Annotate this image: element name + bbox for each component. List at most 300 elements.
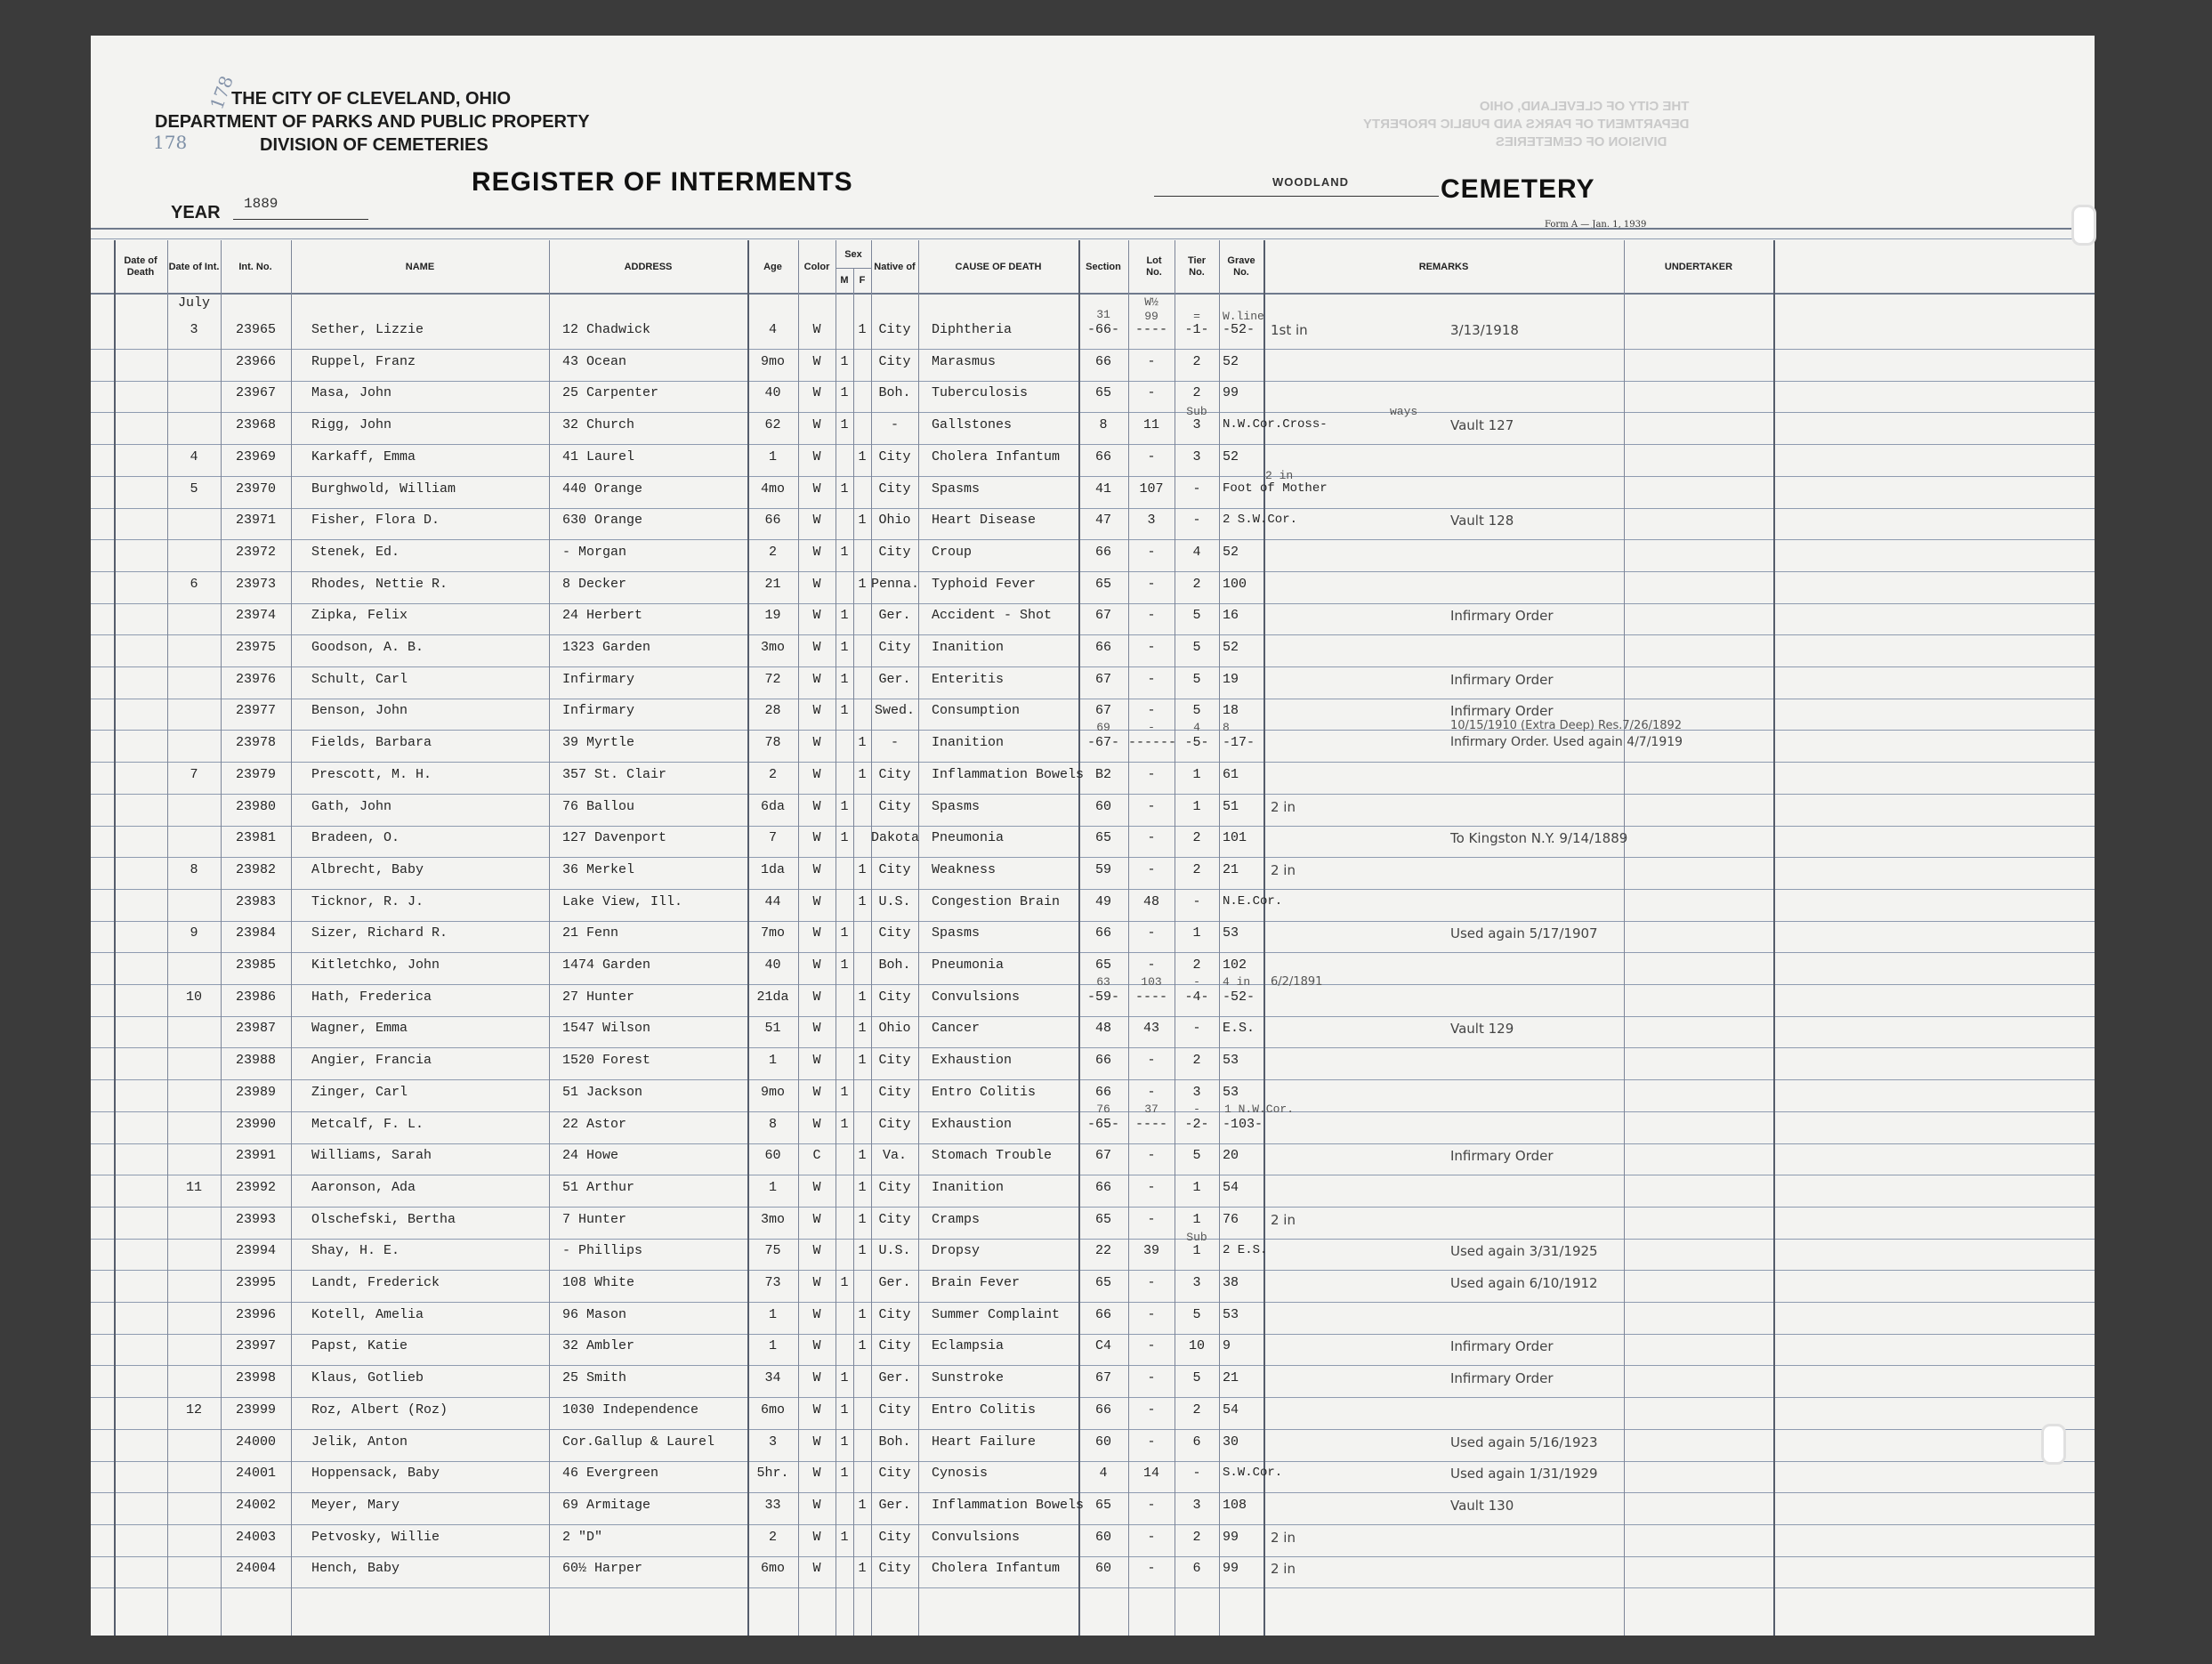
cell-name: Stenek, Ed. [311,544,400,560]
cell-age: 1 [768,1338,777,1354]
cell-address: 39 Myrtle [562,735,635,751]
cell-lot: - [1147,385,1156,401]
cell-address: 8 Decker [562,576,627,592]
col-header-address: ADDRESS [624,261,673,272]
cell-date-int: 12 [185,1401,202,1418]
cell-name: Zinger, Carl [311,1084,408,1100]
cell-address: - Phillips [562,1243,643,1259]
cell-native: U.S. [878,1243,911,1259]
cell-section: 67 [1094,1148,1111,1164]
col-header-grave: Grave No. [1227,255,1255,278]
cell-grave: S.W.Cor. [1223,1466,1283,1481]
annotation-r0-tier: = [1193,310,1200,323]
annotation-r13-remarks: 10/15/1910 (Extra Deep) Res.7/26/1892 [1450,719,1683,733]
cell-age: 40 [764,957,781,973]
cell-color: W [812,417,821,433]
cell-name: Angier, Francia [311,1053,432,1069]
cell-sex-m: 1 [840,353,849,369]
cell-int-no: 23983 [235,893,276,909]
col-header-section: Section [1086,261,1121,272]
cell-cause: Enteritis [932,671,1005,687]
cell-int-no: 23992 [235,1179,276,1195]
row-rule [91,476,2095,477]
cell-color: W [812,766,821,782]
cell-int-no: 23996 [235,1306,276,1322]
cell-native: City [878,1529,911,1545]
cell-native: City [878,1466,911,1482]
cell-tier: 2 [1192,1401,1201,1418]
cell-cause: Convulsions [932,1529,1021,1545]
col-line [549,240,550,1636]
cell-color: W [812,1529,821,1545]
cell-cause: Spasms [932,925,981,941]
cell-native: Boh. [878,957,911,973]
cell-name: Kitletchko, John [311,957,440,973]
cell-remarks: Vault 129 [1450,1021,1514,1038]
cell-section: 66 [1094,544,1111,560]
cell-native: Ohio [878,513,911,529]
cell-int-no: 23969 [235,448,276,464]
cemetery-label: CEMETERY [1441,174,1595,204]
cell-int-no: 23974 [235,608,276,624]
cell-remarks-note: 1st in [1271,322,1308,338]
cell-lot: 11 [1142,417,1159,433]
cell-section: 65 [1094,1275,1111,1290]
cell-tier: - [1192,513,1201,529]
cell-remarks: Infirmary Order [1450,671,1554,688]
cell-cause: Consumption [932,703,1021,719]
page-number: 178 [153,132,188,153]
cell-grave: 9 [1223,1338,1231,1354]
cell-remarks: Used again 3/31/1925 [1450,1243,1598,1260]
col-header-date-int: Date of Int. [168,261,220,272]
cell-name: Hoppensack, Baby [311,1466,440,1482]
cell-name: Burghwold, William [311,481,456,497]
cell-lot: 3 [1147,513,1156,529]
cell-int-no: 23977 [235,703,276,719]
cell-tier: 1 [1192,798,1201,814]
cell-cause: Sunstroke [932,1370,1005,1386]
cell-native: Boh. [878,1434,911,1450]
cell-name: Aaronson, Ada [311,1179,416,1195]
cell-sex-f: 1 [858,576,867,592]
cell-cause: Stomach Trouble [932,1148,1053,1164]
cell-age: 1 [768,1053,777,1069]
cell-address: 24 Herbert [562,608,643,624]
cell-cause: Tuberculosis [932,385,1029,401]
cell-int-no: 23987 [235,1021,276,1037]
cell-remarks: Vault 130 [1450,1497,1514,1514]
cell-cause: Typhoid Fever [932,576,1037,592]
cell-native: Penna. [871,576,920,592]
cell-address: 69 Armitage [562,1497,651,1513]
cell-remarks: To Kingston N.Y. 9/14/1889 [1450,830,1628,847]
cell-native: City [878,766,911,782]
cell-lot: 43 [1142,1021,1159,1037]
cell-grave: 101 [1223,830,1247,846]
cell-sex-m: 1 [840,1370,849,1386]
cell-lot: ------ [1128,735,1177,751]
cell-int-no: 23998 [235,1370,276,1386]
cell-grave: -103- [1223,1116,1263,1132]
cell-int-no: 23990 [235,1116,276,1132]
cell-lot: - [1147,1529,1156,1545]
cell-color: W [812,608,821,624]
cell-section: 65 [1094,1211,1111,1227]
cell-address: 1520 Forest [562,1053,651,1069]
cell-color: W [812,513,821,529]
cell-remarks: Infirmary Order [1450,1148,1554,1165]
cell-int-no: 23989 [235,1084,276,1100]
cell-remarks-note: 2 in [1271,1211,1296,1228]
cell-age: 6mo [760,1401,785,1418]
row-rule [91,826,2095,827]
cell-tier: 1 [1192,1243,1201,1259]
cell-age: 73 [764,1275,781,1290]
cell-section: 66 [1094,1401,1111,1418]
row-rule [91,921,2095,922]
cell-color: W [812,576,821,592]
cell-int-no: 24002 [235,1497,276,1513]
cell-sex-f: 1 [858,735,867,751]
cell-age: 40 [764,385,781,401]
cell-date-int: 4 [190,448,198,464]
col-header-date-death: Date of Death [124,255,157,278]
cell-lot: - [1147,1338,1156,1354]
cell-sex-m: 1 [840,1116,849,1132]
annotation-r5-grave: 2 in [1265,468,1294,482]
cell-sex-f: 1 [858,766,867,782]
cell-date-int: 11 [185,1179,202,1195]
cell-grave: 2 S.W.Cor. [1223,513,1298,528]
cell-lot: - [1147,608,1156,624]
cell-name: Meyer, Mary [311,1497,400,1513]
col-header-tier: Tier No. [1188,255,1206,278]
cell-grave: 61 [1223,766,1239,782]
cell-tier: 2 [1192,1053,1201,1069]
cell-remarks: 3/13/1918 [1450,322,1519,338]
cell-cause: Cholera Infantum [932,1561,1061,1577]
cell-address: 440 Orange [562,481,643,497]
cell-cause: Exhaustion [932,1116,1013,1132]
cell-tier: 6 [1192,1434,1201,1450]
col-header-native: Native of [874,261,916,272]
cell-color: W [812,1401,821,1418]
row-rule [91,1397,2095,1398]
cell-address: 22 Astor [562,1116,627,1132]
cell-address: 36 Merkel [562,861,635,877]
cell-age: 44 [764,893,781,909]
cell-date-int: 3 [190,322,198,337]
cell-native: City [878,322,911,337]
cell-native: City [878,1179,911,1195]
cell-int-no: 23978 [235,735,276,751]
cell-color: W [812,798,821,814]
cell-native: City [878,989,911,1005]
cell-remarks: Used again 6/10/1912 [1450,1275,1598,1291]
cell-native: City [878,353,911,369]
cell-tier: 1 [1192,1211,1201,1227]
row-rule [91,666,2095,667]
row-rule [91,1016,2095,1017]
cell-color: W [812,830,821,846]
cell-sex-m: 1 [840,544,849,560]
cell-address: 1547 Wilson [562,1021,651,1037]
cell-native: City [878,1561,911,1577]
cell-sex-f: 1 [858,861,867,877]
cell-cause: Pneumonia [932,830,1005,846]
cell-native: Ger. [878,608,911,624]
cell-tier: 2 [1192,830,1201,846]
row-rule [91,349,2095,350]
cell-grave: 54 [1223,1179,1239,1195]
cell-int-no: 23982 [235,861,276,877]
cell-section: -66- [1086,322,1119,337]
cell-address: 2 "D" [562,1529,603,1545]
cell-sex-m: 1 [840,417,849,433]
cell-cause: Heart Failure [932,1434,1037,1450]
cell-lot: - [1147,830,1156,846]
row-rule [91,857,2095,858]
cell-lot: - [1147,766,1156,782]
cell-address: 357 St. Clair [562,766,667,782]
cell-address: 43 Ocean [562,353,627,369]
annotation-r25-grave: 1 N.W.Cor. [1224,1102,1295,1116]
cell-color: W [812,544,821,560]
row-rule [91,1334,2095,1335]
cell-tier: - [1192,481,1201,497]
cell-native: City [878,861,911,877]
cell-sex-f: 1 [858,322,867,337]
cell-int-no: 23971 [235,513,276,529]
cell-section: 65 [1094,385,1111,401]
cell-remarks: Used again 5/17/1907 [1450,925,1598,942]
cell-color: W [812,1021,821,1037]
cell-color: W [812,640,821,655]
cell-cause: Pneumonia [932,957,1005,973]
cell-grave: 52 [1223,353,1239,369]
cell-age: 19 [764,608,781,624]
annotation-r21-grave: 4 in [1223,974,1251,989]
annotation-r21-lot: 103 [1141,974,1162,989]
cell-cause: Dropsy [932,1243,981,1259]
cell-age: 2 [768,766,777,782]
cell-cause: Exhaustion [932,1053,1013,1069]
row-rule [91,571,2095,572]
cell-name: Petvosky, Willie [311,1529,440,1545]
cell-tier: 2 [1192,576,1201,592]
cell-age: 1 [768,448,777,464]
cell-name: Papst, Katie [311,1338,408,1354]
annotation-r13-lot: - [1148,721,1155,735]
cell-cause: Heart Disease [932,513,1037,529]
cell-section: -59- [1086,989,1119,1005]
annotation-r13-section: 69 [1096,721,1110,735]
cell-address: 32 Church [562,417,635,433]
cell-section: 66 [1094,353,1111,369]
col-line [918,240,919,1636]
cell-name: Roz, Albert (Roz) [311,1401,448,1418]
row-rule [91,1207,2095,1208]
cell-sex-m: 1 [840,481,849,497]
annotation-r3-ways: ways [1390,405,1418,419]
annotation-r13-grave: 8 [1223,721,1230,735]
cell-sex-f: 1 [858,1053,867,1069]
cell-tier: 5 [1192,1148,1201,1164]
cell-int-no: 23984 [235,925,276,941]
cell-sex-m: 1 [840,1084,849,1100]
cell-native: City [878,448,911,464]
cell-lot: - [1147,703,1156,719]
cell-cause: Congestion Brain [932,893,1061,909]
year-line [233,219,368,220]
cell-tier: 5 [1192,703,1201,719]
cell-name: Fields, Barbara [311,735,432,751]
cell-sex-f: 1 [858,1243,867,1259]
annotation-r3-tier: Sub [1186,405,1207,419]
row-rule [91,444,2095,445]
cell-grave: N.E.Cor. [1223,893,1283,909]
cell-section: 60 [1094,1561,1111,1577]
cell-age: 9mo [760,1084,785,1100]
cell-grave: 20 [1223,1148,1239,1164]
cell-address: 21 Fenn [562,925,619,941]
cell-date-int: 5 [190,481,198,497]
cell-color: W [812,1306,821,1322]
row-rule [91,1492,2095,1493]
cell-native: Va. [882,1148,907,1164]
cell-sex-f: 1 [858,1148,867,1164]
cell-color: W [812,1053,821,1069]
cell-name: Ticknor, R. J. [311,893,424,909]
cell-lot: 107 [1139,481,1164,497]
cell-color: W [812,957,821,973]
row-rule [91,889,2095,890]
cell-lot: - [1147,798,1156,814]
cell-grave: N.W.Cor.Cross- [1223,417,1328,432]
row-rule [91,1587,2095,1588]
col-header-int-no: Int. No. [238,261,272,272]
cell-native: City [878,1084,911,1100]
cell-tier: 5 [1192,671,1201,687]
cell-lot: ---- [1134,1116,1167,1132]
month-label: July [177,295,210,311]
cell-name: Masa, John [311,385,392,401]
cell-lot: - [1147,1497,1156,1513]
cell-section: 60 [1094,1434,1111,1450]
cell-sex-m: 1 [840,830,849,846]
cell-tier: 4 [1192,544,1201,560]
annotation-r21-tier: - [1193,974,1200,989]
cell-int-no: 23997 [235,1338,276,1354]
cell-grave: 53 [1223,1084,1239,1100]
cell-section: 65 [1094,1497,1111,1513]
col-line [1773,240,1775,1636]
cell-age: 4 [768,322,777,337]
col-header-lot: Lot No. [1146,255,1162,278]
cell-section: 66 [1094,640,1111,655]
cell-section: 59 [1094,861,1111,877]
cell-sex-m: 1 [840,957,849,973]
cell-cause: Inanition [932,735,1005,751]
cell-color: W [812,1434,821,1450]
col-line [114,240,116,1636]
annotation-r25-lot: 37 [1144,1102,1158,1116]
annotation-r25-tier: - [1193,1102,1200,1116]
cell-sex-m: 1 [840,608,849,624]
row-rule [91,1239,2095,1240]
row-rule [91,1302,2095,1303]
cell-tier: 5 [1192,640,1201,655]
cell-color: W [812,1243,821,1259]
cell-name: Sizer, Richard R. [311,925,448,941]
cell-name: Benson, John [311,703,408,719]
cell-tier: - [1192,1466,1201,1482]
cell-sex-f: 1 [858,1179,867,1195]
header-top-rule [91,228,2095,230]
cell-int-no: 23999 [235,1401,276,1418]
cell-grave: 16 [1223,608,1239,624]
cell-name: Gath, John [311,798,392,814]
cell-cause: Convulsions [932,989,1021,1005]
cell-tier: 5 [1192,1306,1201,1322]
cell-name: Hench, Baby [311,1561,400,1577]
cell-lot: - [1147,1053,1156,1069]
cell-section: 67 [1094,608,1111,624]
cell-name: Schult, Carl [311,671,408,687]
cell-tier: 3 [1192,1497,1201,1513]
cell-tier: 10 [1188,1338,1205,1354]
row-rule [91,1047,2095,1048]
cell-section: 22 [1094,1243,1111,1259]
col-line [1219,240,1220,1636]
col-header-sex-m: M [840,274,849,286]
cell-section: 66 [1094,1053,1111,1069]
cell-sex-m: 1 [840,1466,849,1482]
cell-color: W [812,1275,821,1290]
cell-color: W [812,481,821,497]
cell-int-no: 23973 [235,576,276,592]
cell-age: 2 [768,1529,777,1545]
cell-cause: Entro Colitis [932,1084,1037,1100]
cell-native: City [878,798,911,814]
cell-address: 24 Howe [562,1148,619,1164]
cell-cause: Gallstones [932,417,1013,433]
col-header-cause: CAUSE OF DEATH [955,261,1042,272]
cell-section: -67- [1086,735,1119,751]
col-header-name: NAME [405,261,435,272]
cell-cause: Summer Complaint [932,1306,1061,1322]
cell-address: 25 Carpenter [562,385,659,401]
cell-age: 3 [768,1434,777,1450]
cell-section: C4 [1094,1338,1111,1354]
cell-remarks-note: 2 in [1271,798,1296,815]
cell-name: Kotell, Amelia [311,1306,424,1322]
cell-lot: - [1147,1434,1156,1450]
cell-tier: 3 [1192,417,1201,433]
cell-sex-f: 1 [858,448,867,464]
cell-cause: Inflammation Bowels [932,766,1085,782]
col-header-color: Color [803,261,830,272]
cell-tier: 5 [1192,608,1201,624]
cell-name: Ruppel, Franz [311,353,416,369]
cell-age: 21 [764,576,781,592]
cell-color: W [812,861,821,877]
cell-name: Bradeen, O. [311,830,400,846]
cell-address: Infirmary [562,671,635,687]
cell-grave: -52- [1223,989,1255,1005]
cell-age: 6da [760,798,785,814]
